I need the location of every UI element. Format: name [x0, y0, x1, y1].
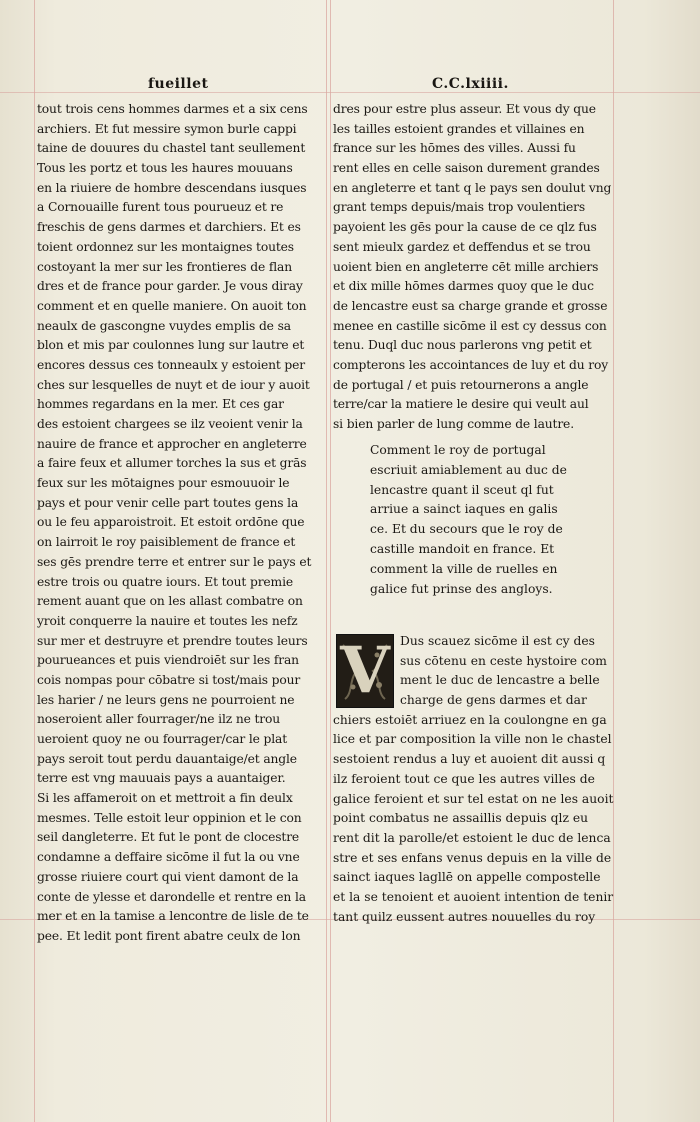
text-line: Tous les portz et tous les haures mouuans — [37, 161, 293, 176]
text-line: et la se tenoient et auoient intention de tenir — [333, 889, 614, 904]
right-text-column — [333, 100, 615, 435]
text-line: les harier / ne leurs gens ne pourroient ne — [37, 692, 295, 707]
text-line: si bien parler de lung comme de lautre. — [333, 417, 574, 431]
text-line: dres pour estre plus asseur. Et vous dy que — [333, 102, 596, 116]
text-line: comment la ville de ruelles en — [370, 561, 558, 576]
header-rule — [0, 92, 700, 93]
text-line: les tailles estoient grandes et villaines en — [333, 121, 585, 136]
text-line: des estoient chargees se ilz veoient venir la — [37, 417, 303, 431]
margin-rule — [34, 0, 35, 1122]
folio-number: C.C.lxiiii. — [432, 76, 509, 92]
text-line: ment le duc de lencastre a belle — [400, 673, 600, 688]
text-line: ou le feu apparoistroit. Et estoit ordōne que — [37, 515, 305, 530]
left-text-column — [37, 100, 322, 947]
text-line: pays seroit tout perdu dauantaige/et angle — [37, 751, 297, 766]
text-line: ches sur lesquelles de nuyt et de iour y auoit — [37, 377, 310, 392]
text-line: seil dangleterre. Et fut le pont de clocestre — [37, 830, 300, 845]
text-line: escriuit amiablement au duc de — [370, 462, 567, 477]
text-line: pays et pour venir celle part toutes gens la — [37, 495, 299, 510]
text-line: grosse riuiere court qui vient damont de la — [37, 869, 299, 884]
text-line: stre et ses enfans venus depuis en la ville de — [333, 850, 612, 865]
column-rule — [326, 0, 327, 1122]
text-line: condamne a deffaire sicōme il fut la ou vne — [37, 850, 300, 865]
text-line: comment et en quelle maniere. On auoit ton — [37, 298, 307, 313]
text-line: estre trois ou quatre iours. Et tout premie — [37, 574, 293, 589]
text-line: arriue a sainct iaques en galis — [370, 502, 558, 517]
text-line: Si les affameroit on et mettroit a fin deulx — [37, 791, 293, 806]
text-line: tant quilz eussent autres nouuelles du roy — [333, 909, 596, 924]
text-line: taine de douures du chastel tant seullement — [37, 141, 306, 156]
text-line: payoient les gēs pour la cause de ce qlz fus — [333, 220, 597, 235]
text-line: castille mandoit en france. Et — [370, 541, 555, 556]
paragraph-after-initial — [333, 632, 613, 927]
text-line: ses gēs prendre terre et entrer sur le pays et — [37, 554, 312, 569]
text-line: rement auant que on les allast combatre on — [37, 594, 303, 609]
text-line: de portugal / et puis retournerons a angle — [333, 377, 589, 392]
text-line: point combatus ne assaillis depuis qlz eu — [333, 811, 589, 826]
text-line: ueroient quoy ne ou fourrager/car le plat — [37, 732, 288, 746]
text-line: sus cōtenu en ceste hystoire com — [400, 653, 607, 668]
text-line: tout trois cens hommes darmes et a six cens — [37, 102, 308, 116]
text-line: en la riuiere de hombre descendans iusques — [37, 180, 307, 195]
text-line: ce. Et du secours que le roy de — [370, 522, 563, 537]
text-line: rent elles en celle saison durement grandes — [333, 161, 600, 176]
text-line: toient ordonnez sur les montaignes toutes — [37, 239, 294, 254]
text-line: en angleterre et tant q le pays sen doulut vng — [333, 180, 612, 195]
text-line: blon et mis par coulonnes lung sur lautre et — [37, 338, 305, 353]
text-line: uoient bien en angleterre cēt mille archiers — [333, 259, 599, 274]
text-line: menee en castille sicōme il est cy dessus con — [333, 318, 607, 333]
text-line: charge de gens darmes et dar — [400, 693, 587, 708]
text-line: costoyant la mer sur les frontieres de flan — [37, 259, 292, 274]
initial-letter: V — [340, 633, 390, 708]
text-line: et dix mille hōmes darmes quoy que le duc — [333, 279, 594, 294]
text-line: galice feroient et sur tel estat on ne les auoit — [333, 791, 614, 806]
text-line: noseroient aller fourrager/ne ilz ne trou — [37, 712, 281, 727]
text-line: tenu. Duql duc nous parlerons vng petit et — [333, 338, 592, 353]
text-line: lencastre quant il sceut ql fut — [370, 482, 554, 497]
text-line: sent mieulx gardez et deffendus et se trou — [333, 239, 591, 254]
text-line: terre/car la matiere le desire qui veult aul — [333, 397, 589, 412]
text-line: conte de ylesse et darondelle et rentre en la — [37, 889, 306, 904]
text-line: yroit conquerre la nauire et toutes les nefz — [37, 613, 298, 628]
text-line: a Cornouaille furent tous pourueuz et re — [37, 200, 284, 215]
text-line: sainct iaques lagllē on appelle compostelle — [333, 870, 601, 885]
text-line: france sur les hōmes des villes. Aussi fu — [333, 141, 576, 156]
text-line: feux sur les mōtaignes pour esmouuoir le — [37, 476, 290, 491]
text-line: a faire feux et allumer torches la sus et grās — [37, 456, 307, 471]
text-line: Comment le roy de portugal — [370, 443, 546, 457]
text-line: compterons les accointances de luy et du roy — [333, 357, 609, 372]
text-line: sur mer et destruyre et prendre toutes leurs — [37, 633, 308, 648]
text-line: encores dessus ces tonneaulx y estoient per — [37, 357, 305, 372]
text-line: galice fut prinse des angloys. — [370, 581, 553, 596]
text-line: lice et par composition la ville non le chastel — [333, 732, 612, 747]
text-line: hommes regardans en la mer. Et ces gar — [37, 397, 284, 412]
text-line: grant temps depuis/mais trop voulentiers — [333, 200, 586, 215]
text-line: rent dit la parolle/et estoient le duc de lenca — [333, 830, 611, 845]
running-head-left: fueillet — [148, 76, 209, 92]
text-line: de lencastre eust sa charge grande et grosse — [333, 298, 608, 313]
text-line: mer et en la tamise a lencontre de lisle de te — [37, 909, 309, 924]
chapter-heading — [370, 441, 567, 599]
column-rule — [330, 0, 331, 1122]
text-line: mesmes. Telle estoit leur oppinion et le con — [37, 810, 302, 825]
text-line: freschis de gens darmes et darchiers. Et es — [37, 220, 301, 235]
text-line: dres et de france pour garder. Je vous diray — [37, 279, 303, 294]
text-line: pee. Et ledit pont firent abatre ceulx de lon — [37, 928, 301, 943]
text-line: nauire de france et approcher en angleterre — [37, 436, 307, 451]
text-line: cois nompas pour cōbatre si tost/mais pour — [37, 672, 301, 687]
text-line: Dus scauez sicōme il est cy des — [400, 634, 595, 648]
text-line: archiers. Et fut messire symon burle cappi — [37, 121, 297, 136]
text-line: pourueances et puis viendroiēt sur les fran — [37, 653, 299, 668]
text-line: chiers estoiēt arriuez en la coulongne en ga — [333, 712, 607, 727]
text-line: on lairroit le roy paisiblement de france et — [37, 535, 296, 550]
text-line: terre est vng mauuais pays a auantaiger. — [37, 771, 286, 786]
text-line: ilz feroient tout ce que les autres villes de — [333, 771, 595, 786]
text-line: neaulx de gascongne vuydes emplis de sa — [37, 318, 291, 333]
text-line: sestoient rendus a luy et auoient dit aussi q — [333, 752, 606, 767]
